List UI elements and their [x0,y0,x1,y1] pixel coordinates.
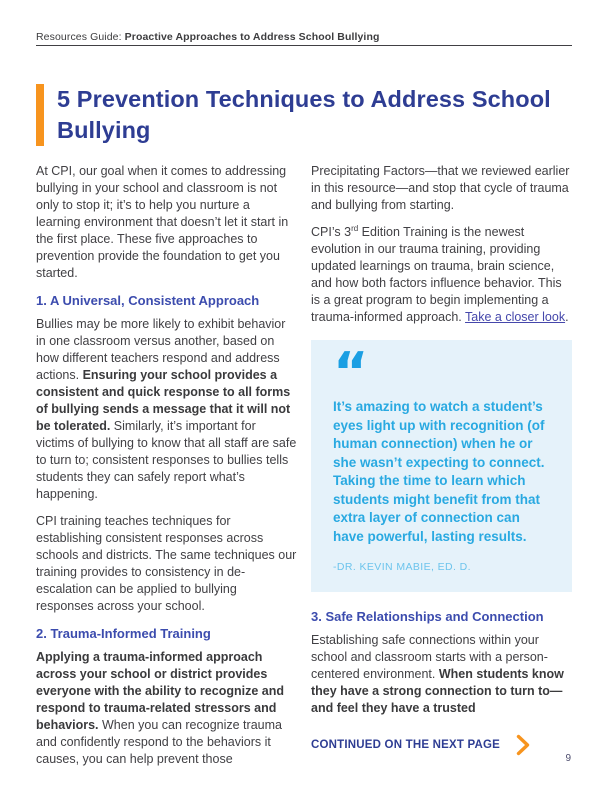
section3-paragraph1 [311,632,572,717]
title-accent-bar [36,84,44,146]
quote-text: It’s amazing to watch a student’s eyes light up with recognition (of human connection) when he or she wasn’t expecting to connect. Taking the time to learn which students might benefit from that extra layer of connection can have powerful, lasting results. [333,399,545,544]
continued-row [311,734,572,756]
header-title: Proactive Approaches to Address School Bullying [124,31,380,43]
continuation-paragraph: Precipitating Factors—that we reviewed earlier in this resource—and stop that cycle of trauma and bullying from starting. [311,164,570,212]
content-columns [36,163,572,778]
quote-mark-icon: “ [333,341,366,404]
training-text-2: Edition Training is the newest evolution in our trauma training, providing updated learnings on trauma, brain science, and how both factors influence behavior. This is a great program to begin implementing a trauma-informed approach. [311,225,562,324]
section3-p1-normal: Establishing safe connections within your school and classroom starts with a person-centered environment. [311,633,548,681]
section1-heading: 1. A Universal, Consistent Approach [36,293,260,308]
training-ordinal-sup: rd [351,223,359,233]
next-page-chevron-icon[interactable] [516,734,530,756]
section2-heading: 2. Trauma-Informed Training [36,626,211,641]
section1-paragraph2: CPI training teaches techniques for establishing consistent responses across schools and districts. The same techniques our training provides to consistency in de-escalation can be applied to bullying responses across your school. [36,514,297,613]
quote-box [311,340,572,592]
title-block [36,84,557,146]
section2-p1-bold: Applying a trauma-informed approach across your school or district provides everyone with the ability to recognize and respond to trauma-related stressors and behaviors. [36,650,284,732]
continued-label: CONTINUED ON THE NEXT PAGE [311,738,500,751]
training-text-1: CPI’s 3 [311,225,352,239]
link-period: . [565,310,569,324]
section3-heading: 3. Safe Relationships and Connection [311,609,544,624]
section2-p1-after: When you can recognize trauma and confidently respond to the behaviors it causes, you can help prevent those [36,718,282,766]
header-label: Resources Guide: [36,31,125,43]
intro-paragraph: At CPI, our goal when it comes to addressing bullying in your school and classroom is not only to stop it; it’s to help you nurture a learning environment that doesn’t let it start in the first place. These five approaches to prevention provide the foundation to get you started. [36,164,289,280]
section3-p1-bold: When students know they have a strong connection to turn to—and feel they have a trusted [311,667,564,715]
right-column [311,163,572,778]
section1-p1-normal: Bullies may be more likely to exhibit behavior in one classroom versus another, based on how different teachers respond and address actions. [36,317,286,382]
left-column [36,163,297,778]
section1-p1-after: Similarly, it’s important for victims of bullying to know that all staff are safe to turn to; consistent responses to bullies tells students they can safely report what’s happening. [36,419,297,501]
take-closer-look-link[interactable]: Take a closer look [465,310,566,324]
section2-paragraph1 [36,649,297,768]
section1-paragraph1 [36,316,297,503]
page-number: 9 [565,753,571,764]
quote-attribution: -DR. KEVIN MABIE, ED. D. [333,561,471,573]
page-header [36,31,572,43]
header-divider [36,45,572,46]
section1-p1-bold: Ensuring your school provides a consistent and quick response to all forms of bullying sends a message that it will not be tolerated. [36,368,291,433]
training-paragraph [311,224,572,326]
page-title: 5 Prevention Techniques to Address School Bullying [57,86,551,143]
